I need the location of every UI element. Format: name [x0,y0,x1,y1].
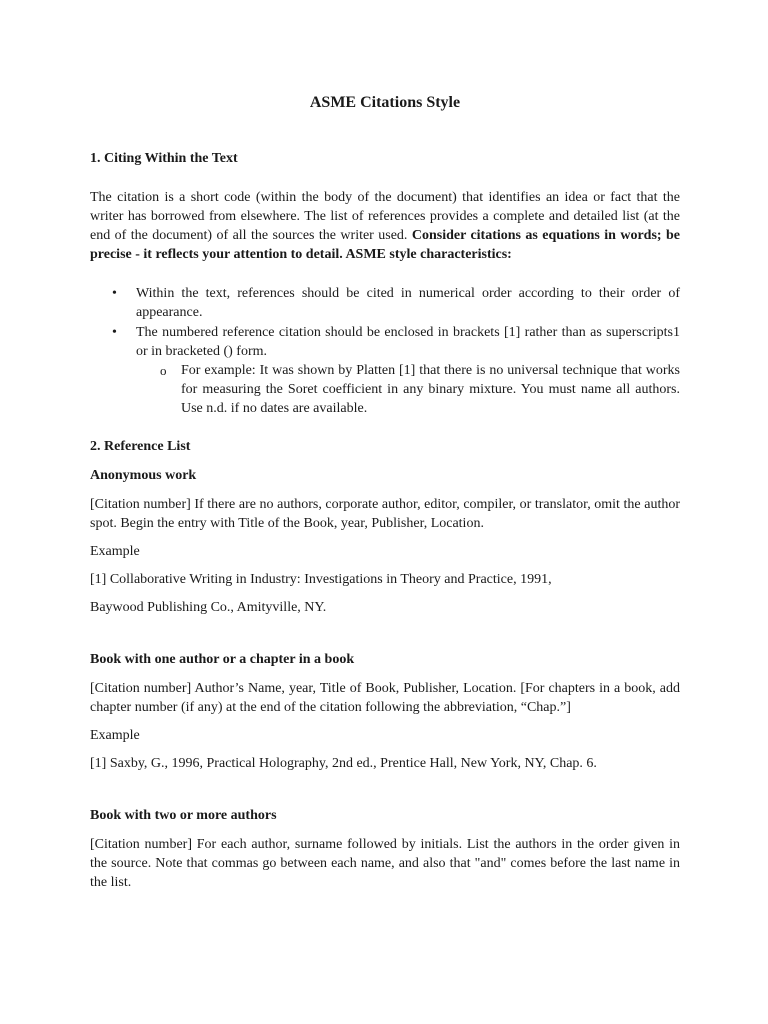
section-heading-reference-list: 2. Reference List [90,439,191,454]
sub-list-item: o For example: It was shown by Platten [1] that there is no universal technique that works for measuring the Soret coefficient in any binary mixture. You must name all authors. Use n.d. if no dates are available. [136,361,680,418]
one-author-description: [Citation number] Author’s Name, year, Title of Book, Publisher, Location. [For chapters in a book, add chapter number (if any) at the end of the citation following the abbreviation, “Chap.”] [90,681,680,715]
section-heading-citing-within-text: 1. Citing Within the Text [90,151,238,166]
subheading-anonymous-work: Anonymous work [90,468,197,483]
list-item-text: The numbered reference citation should be enclosed in brackets [1] rather than as superscripts1 or in bracketed () form. [136,325,680,359]
document-title: ASME Citations Style [309,94,461,111]
subheading-two-authors: Book with two or more authors [90,808,277,823]
list-item: • Within the text, references should be cited in numerical order according to their order of appearance. [90,284,680,322]
anonymous-example-label: Example [90,544,140,559]
anonymous-description: [Citation number] If there are no authors, corporate author, editor, compiler, or translator, omit the author spot. Begin the entry with Title of the Book, year, Publisher, Location. [90,497,680,531]
one-author-example-line1: [1] Saxby, G., 1996, Practical Holography, 2nd ed., Prentice Hall, New York, NY, Chap. 6. [90,756,597,771]
intro-paragraph [90,188,680,264]
two-authors-description: [Citation number] For each author, surname followed by initials. List the authors in the order given in the source. Note that commas go between each name, and also that "and" comes before the last name in the list. [90,837,680,890]
list-item [90,323,680,418]
sub-list [136,361,680,418]
intro-bold-text: Consider citations as equations in words; be precise - it reflects your attention to detail. ASME style characteristics: [90,228,680,262]
anonymous-example-line1: [1] Collaborative Writing in Industry: Investigations in Theory and Practice, 1991, [90,572,552,587]
one-author-example-label: Example [90,728,140,743]
anonymous-example-line2: Baywood Publishing Co., Amityville, NY. [90,600,327,615]
characteristics-list [90,284,680,418]
intro-text: The citation is a short code (within the body of the document) that identifies an idea or fact that the writer has borrowed from elsewhere. The list of references provides a complete and detailed list (at the end of the document) of all the sources the writer used. [90,190,680,243]
subheading-one-author: Book with one author or a chapter in a book [90,652,355,667]
